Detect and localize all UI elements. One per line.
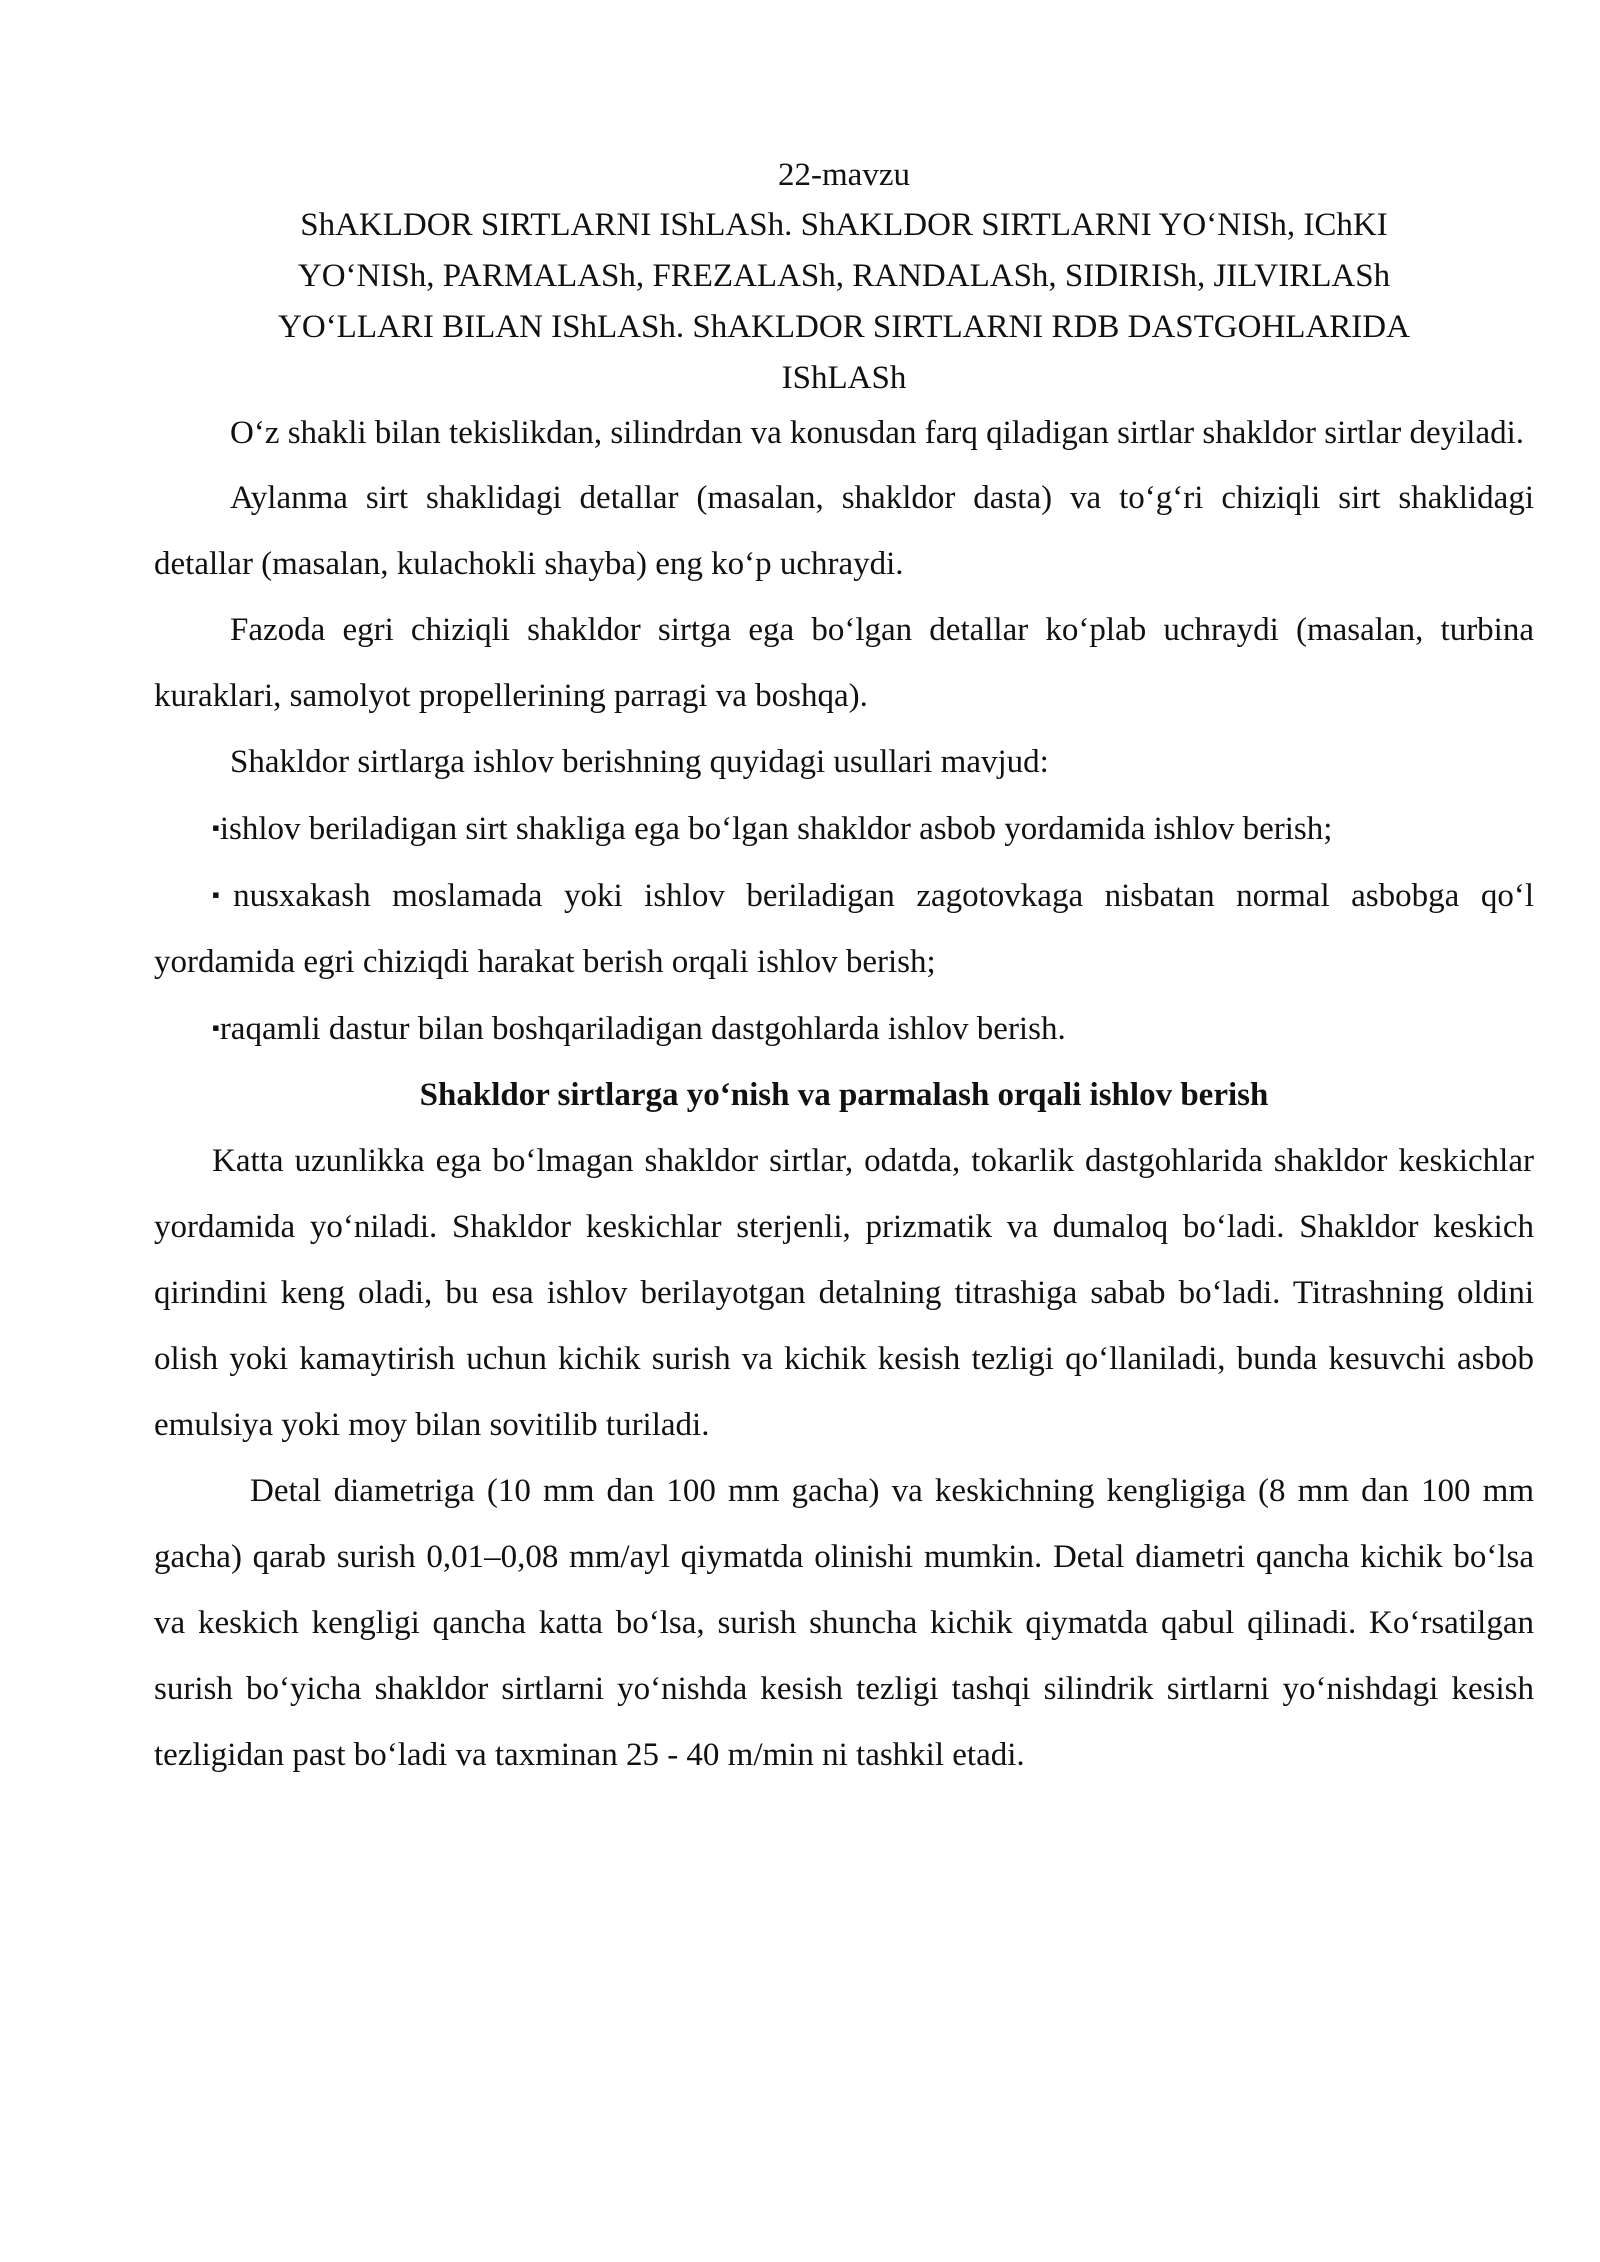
paragraph-feed-speed: Detal diametriga (10 mm dan 100 mm gacha) va keskichning kengligiga (8 mm dan 100 mm gacha) qarab surish 0,01–0,08 mm/ayl qiymatda olinishi mumkin. Detal diametri qancha kichik bo‘lsa va keskich kengligi qancha katta bo‘lsa, surish shuncha kichik qiymatda qabul qilinadi. Ko‘rsatilgan surish bo‘yicha shakldor sirtlarni yo‘nishda kesish tezligi tashqi silindrik sirtlarni yo‘nishdagi kesish tezligidan past bo‘ladi va taxminan 25 - 40 m/min ni tashkil etadi.: [154, 1473, 1534, 1773]
bullet-marker: ▪: [212, 882, 234, 907]
title-line: IShLASh: [781, 360, 907, 396]
list-item-method-3: [154, 995, 1534, 1062]
section-heading: Shakldor sirtlarga yo‘nish va parmalash orqali ishlov berish: [419, 1077, 1269, 1113]
paragraph-turning: Katta uzunlikka ega bo‘lmagan shakldor sirtlar, odatda, tokarlik dastgohlarida shakldor keskichlar yordamida yo‘niladi. Shakldor keskichlar sterjenli, prizmatik va dumaloq bo‘ladi. Shakldor keskich qirindini keng oladi, bu esa ishlov berilayotgan detalning titrashiga sabab bo‘ladi. Titrashning oldini olish yoki kamaytirish uchun kichik surish va kichik kesish tezligi qo‘llaniladi, bunda kesuvchi asbob emulsiya yoki moy bilan sovitilib turiladi.: [154, 1143, 1534, 1443]
list-item-method-2: [154, 862, 1534, 995]
title-line: YO‘NISh, PARMALASh, FREZALASh, RANDALASh, SIDIRISh, JILVIRLASh: [297, 258, 1391, 294]
list-item-text: nusxakash moslamada yoki ishlov beriladigan zagotovkaga nisbatan normal asbobga qo‘l yordamida egri chiziqdi harakat berish orqali ishlov berish;: [154, 878, 1534, 980]
bullet-marker: ▪: [212, 815, 220, 840]
list-item-method-1: [154, 795, 1534, 862]
paragraph-definition: O‘z shakli bilan tekislikdan, silindrdan va konusdan farq qiladigan sirtlar shakldor sirtlar deyiladi.: [230, 415, 1525, 451]
title-line: YO‘LLARI BILAN IShLASh. ShAKLDOR SIRTLARNI RDB DASTGOHLARIDA: [278, 309, 1410, 345]
list-item-text: ishlov beriladigan sirt shakliga ega bo‘lgan shakldor asbob yordamida ishlov berish;: [219, 811, 1333, 847]
bullet-marker: ▪: [212, 1015, 220, 1040]
document-page: [154, 150, 1534, 1788]
paragraph-rotation-surfaces: Aylanma sirt shaklidagi detallar (masalan, shakldor dasta) va to‘g‘ri chiziqli sirt shaklidagi detallar (masalan, kulachokli shayba) eng ko‘p uchraydi.: [154, 480, 1534, 582]
list-item-text: raqamli dastur bilan boshqariladigan dastgohlarda ishlov berish.: [219, 1011, 1066, 1047]
paragraph-methods-intro: Shakldor sirtlarga ishlov berishning quyidagi usullari mavjud:: [230, 744, 1049, 780]
title-line: ShAKLDOR SIRTLARNI IShLASh. ShAKLDOR SIRTLARNI YO‘NISh, IChKI: [300, 207, 1388, 243]
topic-number: 22-mavzu: [778, 157, 910, 193]
paragraph-curved-surfaces: Fazoda egri chiziqli shakldor sirtga ega bo‘lgan detallar ko‘plab uchraydi (masalan, turbina kuraklari, samolyot propellerining parragi va boshqa).: [154, 612, 1534, 714]
document-title: [154, 200, 1534, 404]
